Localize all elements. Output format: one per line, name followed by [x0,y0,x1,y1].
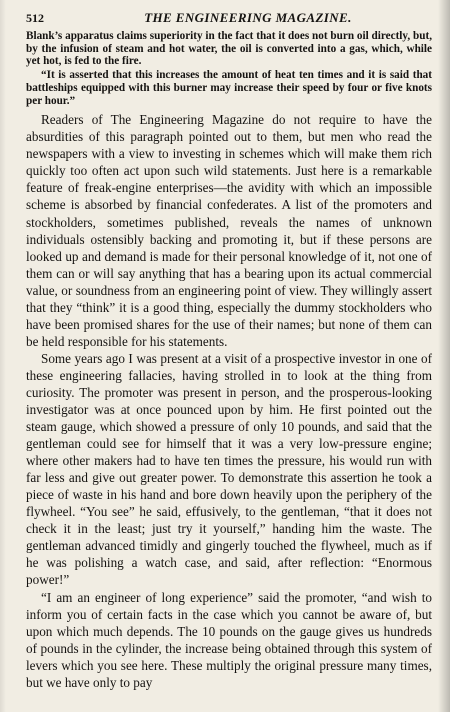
section-spacer [26,107,432,109]
page-right-shadow [438,0,450,712]
body-paragraph-2: Some years ago I was present at a visit of a prospective investor in one of these engineering fallacies, having strolled in to look at the thing from curiosity. The promoter was present in person, and the prosperous-looking investigator was at once pounced upon by him. He first pointed out the steam gauge, which showed a pressure of only 10 pounds, and said that the gentleman could see for himself that it was a very low-pressure engine; where other makers had to have ten times the pressure, his would run with far less and give out greater power. To demonstrate this assertion he took a piece of waste in his hand and bore down heavily upon the periphery of the flywheel. “You see” he said, effusively, to the gentleman, “that it does not check it in the least; just try it yourself,” handing him the waste. The gentleman advanced timidly and gingerly touched the flywheel, much as if he was polishing a watch case, and said, after reflection: “Enormous power!” [26,350,432,588]
quoted-paragraph-2: “It is asserted that this increases the amount of heat ten times and it is said that battleships equipped with this burner may increase their speed by four or five knots per hour.” [26,69,432,107]
quoted-paragraph-1: Blank’s apparatus claims superiority in the fact that it does not burn oil directly, but, by the infusion of steam and hot water, the oil is converted into a gas, which, while yet hot, is fed to the fire. [26,30,432,68]
document-page [26,8,432,708]
page-number: 512 [26,11,44,25]
body-paragraph-3: “I am an engineer of long experience” said the promoter, “and wish to inform you of certain facts in the case which you cannot be aware of, but upon which much depends. The 10 pounds on the gauge gives us hundreds of pounds in the cylinder, the increase being obtained through this system of levers which you see here. These multiply the original pressure many times, but we have only to pay [26,589,432,690]
page-header [26,8,432,30]
body-paragraph-1: Readers of The Engineering Magazine do not require to have the absurdities of this paragraph pointed out to them, but men who read the newspapers with a view to investing in schemes which will make them rich quickly too often act upon such wild statements. Just here is a remarkable feature of freak-engine enterprises—the avidity with which an impossible scheme is absorbed by financial confederates. A list of the promoters and stockholders, sometimes published, reveals the names of unknown individuals ostensibly backing and promoting it, but if these persons are looked up and demand is made for their personal knowledge of it, not one of them can or will say anything that has a bearing upon its actual commercial value, or soundness from an engineering point of view. They willingly assert that they “think” it is a good thing, especially the dummy stockholders who have been promised shares for the use of their names; but none of them can be held responsible for his statements. [26,112,432,349]
running-head: THE ENGINEERING MAGAZINE. [144,10,352,25]
page-left-shadow [0,0,6,712]
